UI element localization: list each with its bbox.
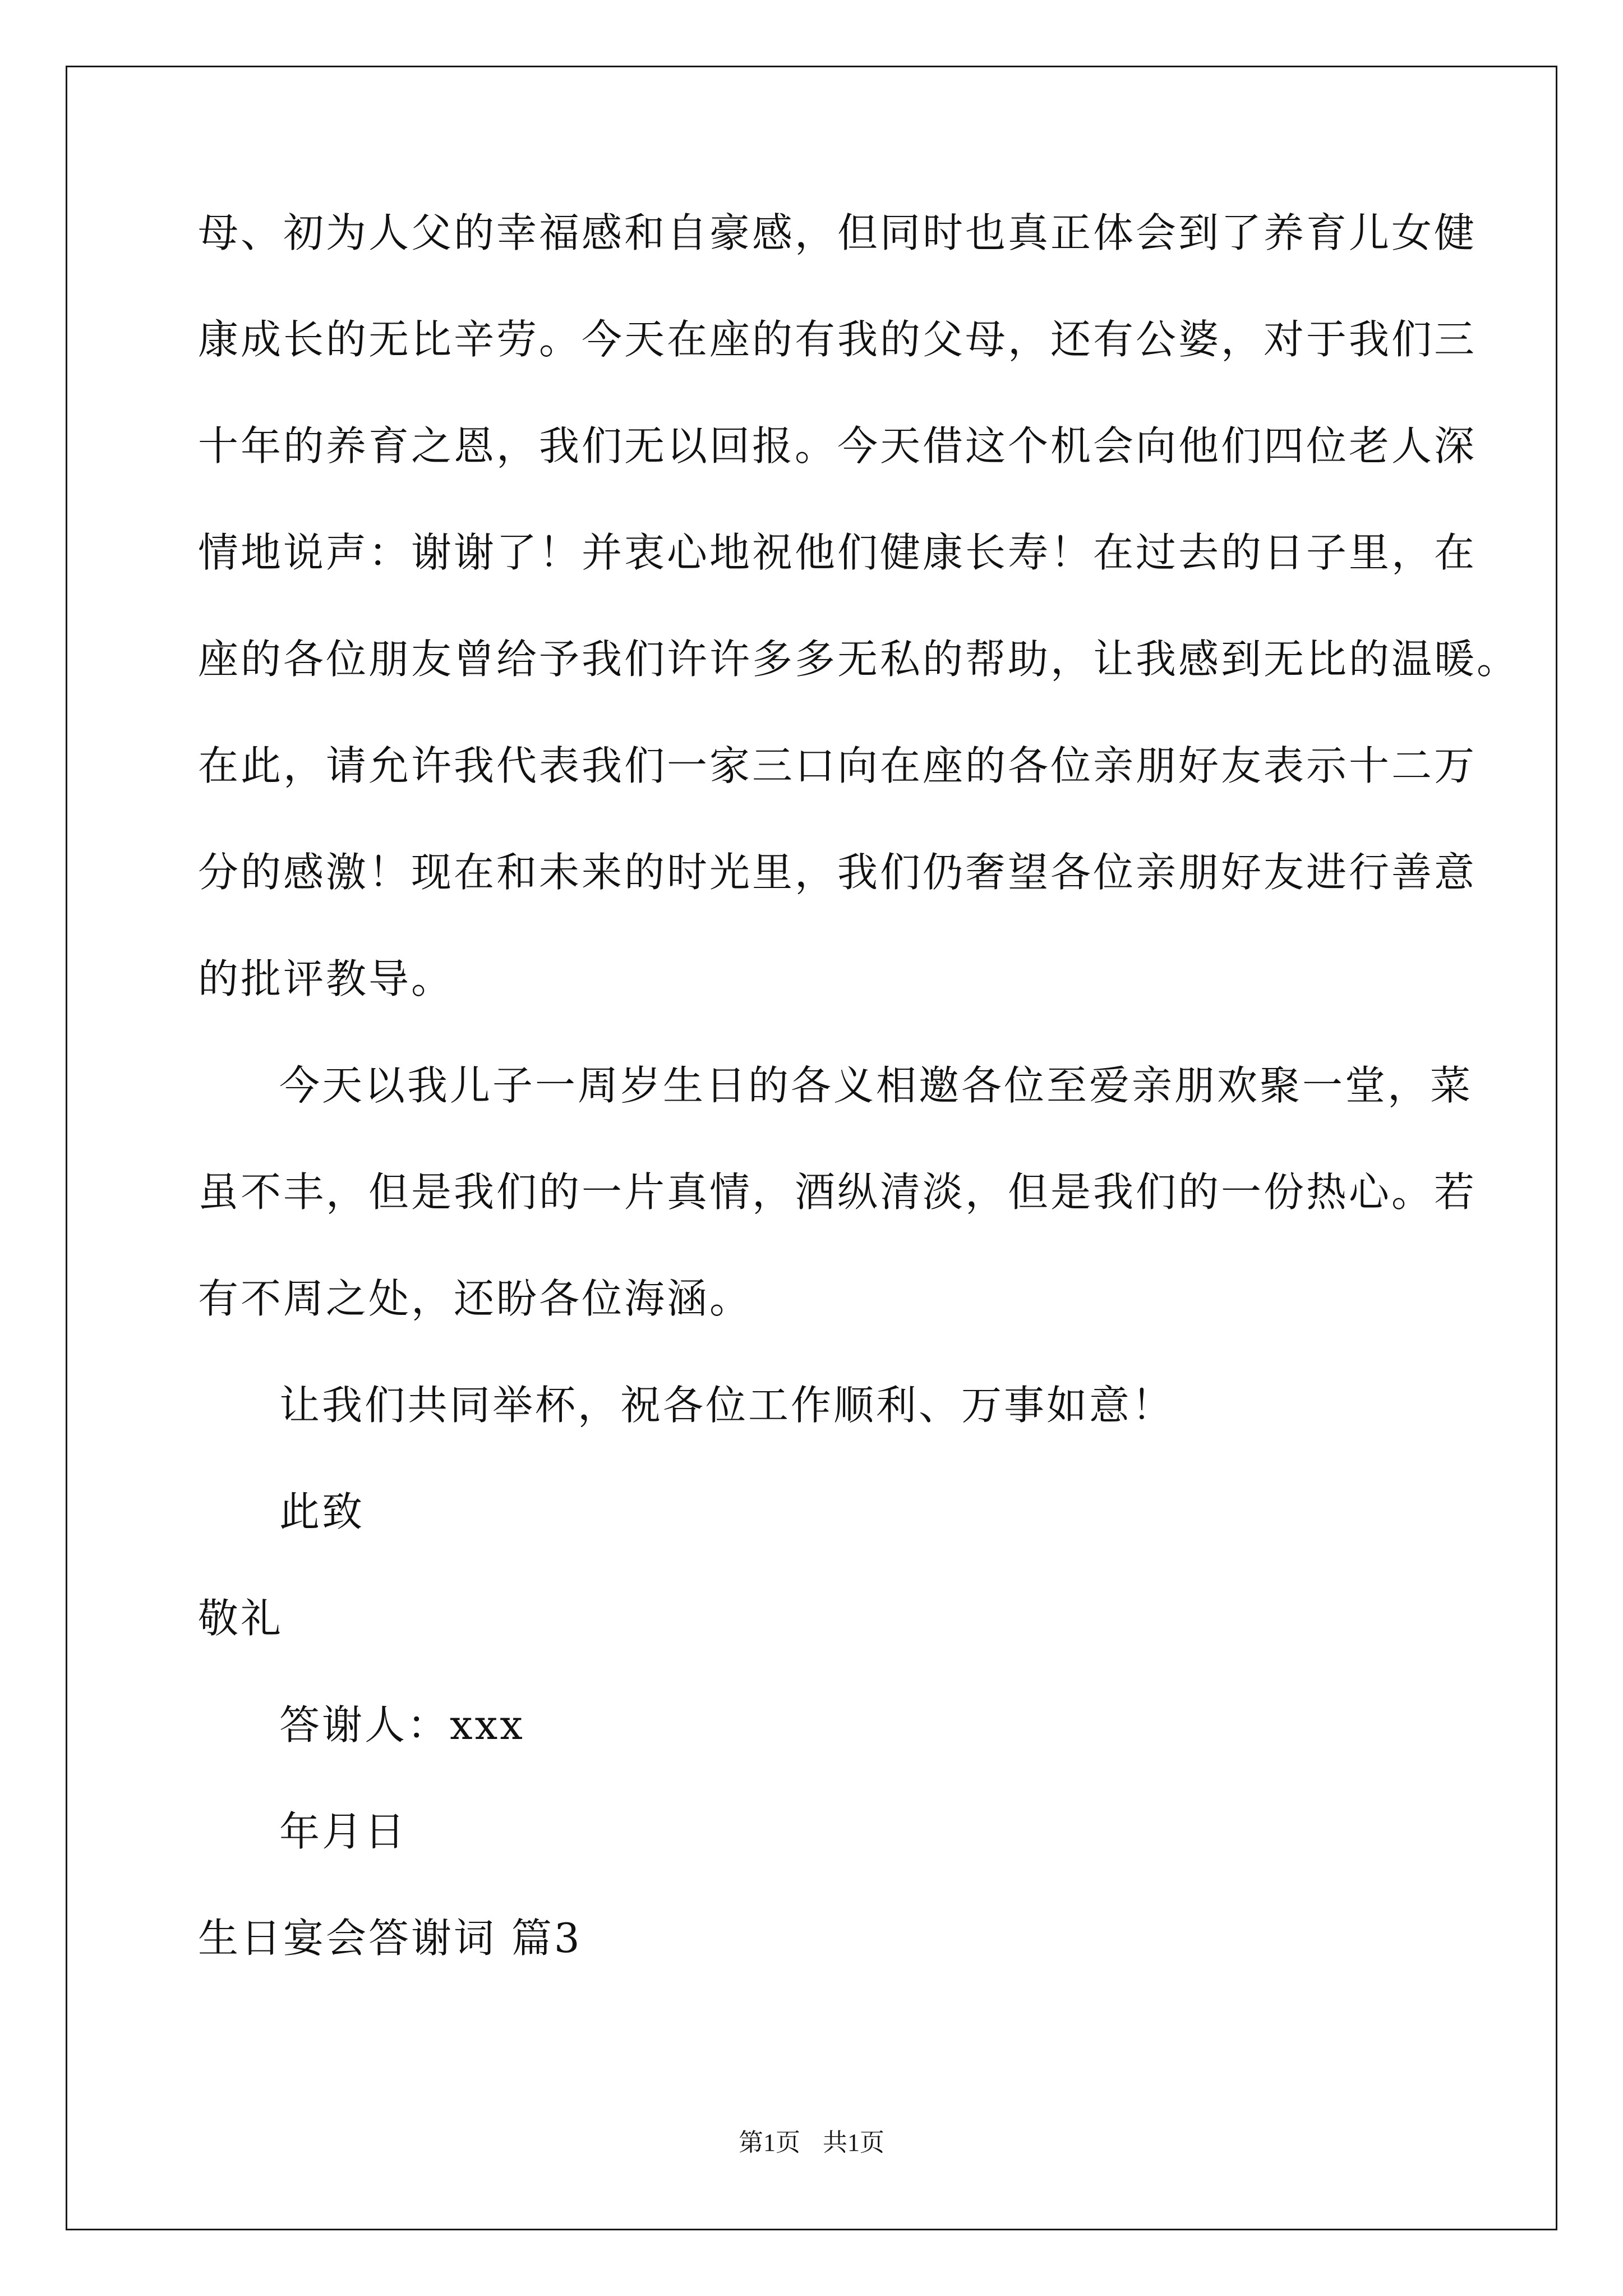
signer-line: 答谢人：xxx: [279, 1701, 525, 1749]
toast-line: 让我们共同举杯，祝各位工作顺利、万事如意！: [279, 1382, 1175, 1429]
date-line: 年月日: [279, 1808, 408, 1855]
paragraph-1-line-5: 座的各位朋友曾给予我们许许多多无私的帮助，让我感到无比的温暖。: [198, 636, 1520, 683]
page-footer: [0, 2126, 1623, 2160]
paragraph-1-line-8: 的批评教导。: [198, 955, 454, 1002]
page-border: [66, 66, 1557, 2230]
paragraph-2-line-2: 虽不丰，但是我们的一片真情，酒纵清淡，但是我们的一份热心。若: [198, 1168, 1477, 1216]
paragraph-1-line-6: 在此，请允许我代表我们一家三口向在座的各位亲朋好友表示十二万: [198, 742, 1477, 789]
paragraph-2-line-3: 有不周之处，还盼各位海涵。: [198, 1275, 753, 1322]
closing-regards: 敬礼: [198, 1595, 284, 1642]
paragraph-1-line-3: 十年的养育之恩，我们无以回报。今天借这个机会向他们四位老人深: [198, 422, 1477, 470]
paragraph-1-line-7: 分的感激！现在和未来的时光里，我们仍奢望各位亲朋好友进行善意: [198, 849, 1477, 896]
closing-salutation: 此致: [279, 1488, 365, 1535]
paragraph-2-line-1: 今天以我儿子一周岁生日的各义相邀各位至爱亲朋欢聚一堂，菜: [279, 1062, 1473, 1109]
page-total: 共1页: [823, 2129, 884, 2156]
paragraph-1-line-1: 母、初为人父的幸福感和自豪感，但同时也真正体会到了养育儿女健: [198, 209, 1477, 256]
page-number: 第1页: [739, 2129, 800, 2156]
next-section-heading: 生日宴会答谢词 篇3: [198, 1915, 582, 1962]
paragraph-1-line-2: 康成长的无比辛劳。今天在座的有我的父母，还有公婆，对于我们三: [198, 316, 1477, 363]
paragraph-1-line-4: 情地说声：谢谢了！并衷心地祝他们健康长寿！在过去的日子里，在: [198, 529, 1477, 576]
